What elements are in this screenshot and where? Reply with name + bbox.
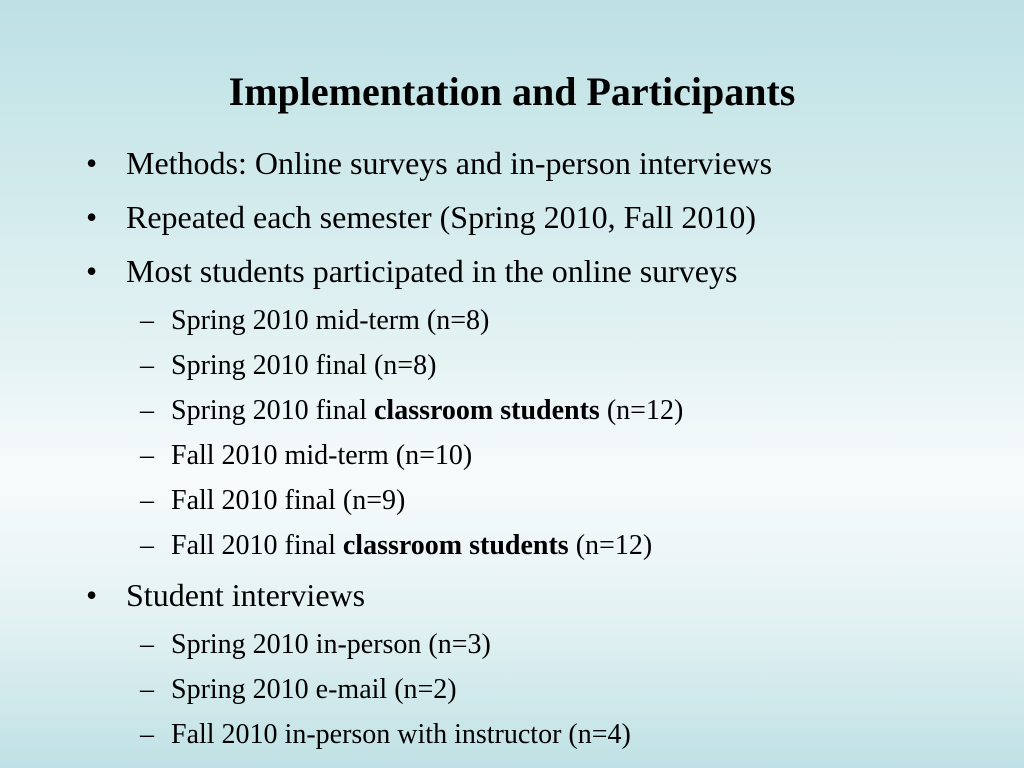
bullet-repeated <box>86 190 984 244</box>
interview-item-spring-email <box>86 667 984 712</box>
sub-bullet-text <box>171 388 683 433</box>
sub-bullet-suffix: (n=12) <box>568 530 653 561</box>
dash-marker: – <box>140 629 154 660</box>
bullet-text: Student interviews <box>126 577 366 613</box>
survey-item-spring-classroom <box>86 388 984 433</box>
dash-marker: – <box>140 485 154 516</box>
dash-marker: – <box>140 674 154 705</box>
bullet-text: Most students participated in the online surveys <box>126 253 738 289</box>
dash-marker: – <box>140 350 154 381</box>
sub-bullet-text: Fall 2010 in-person with instructor (n=4) <box>171 719 631 750</box>
bullet-interviews <box>86 568 984 622</box>
bullet-text: Repeated each semester (Spring 2010, Fall 2010) <box>126 199 757 235</box>
bullet-list <box>86 136 984 757</box>
dash-marker: – <box>140 395 154 426</box>
bullet-methods <box>86 136 984 190</box>
sub-bullet-text: Spring 2010 final (n=8) <box>171 350 437 381</box>
survey-item-fall-midterm <box>86 433 984 478</box>
survey-item-spring-midterm <box>86 298 984 343</box>
sub-bullet-suffix: (n=12) <box>599 395 684 426</box>
sub-bullet-prefix: Fall 2010 final <box>171 530 343 561</box>
sub-bullet-text: Spring 2010 mid-term (n=8) <box>171 305 490 336</box>
survey-item-fall-classroom <box>86 523 984 568</box>
slide-title: Implementation and Participants <box>228 69 796 114</box>
survey-item-spring-final <box>86 343 984 388</box>
bullet-text: Methods: Online surveys and in-person interviews <box>126 145 773 181</box>
sub-bullet-text: Spring 2010 in-person (n=3) <box>171 629 491 660</box>
sub-bullet-emphasis: classroom students <box>374 395 600 426</box>
bullet-surveys <box>86 244 984 298</box>
bullet-marker: • <box>86 199 98 235</box>
dash-marker: – <box>140 719 154 750</box>
bullet-marker: • <box>86 145 98 181</box>
sub-bullet-text: Fall 2010 mid-term (n=10) <box>171 440 473 471</box>
dash-marker: – <box>140 440 154 471</box>
sub-bullet-text: Spring 2010 e-mail (n=2) <box>171 674 457 705</box>
dash-marker: – <box>140 305 154 336</box>
bullet-marker: • <box>86 577 98 613</box>
survey-item-fall-final <box>86 478 984 523</box>
sub-bullet-prefix: Spring 2010 final <box>171 395 374 426</box>
interview-item-spring-in-person <box>86 622 984 667</box>
sub-bullet-emphasis: classroom students <box>342 530 569 561</box>
dash-marker: – <box>140 530 154 561</box>
sub-bullet-text <box>171 523 652 568</box>
bullet-marker: • <box>86 253 98 289</box>
sub-bullet-text: Fall 2010 final (n=9) <box>171 485 406 516</box>
interview-item-fall-in-person <box>86 712 984 757</box>
